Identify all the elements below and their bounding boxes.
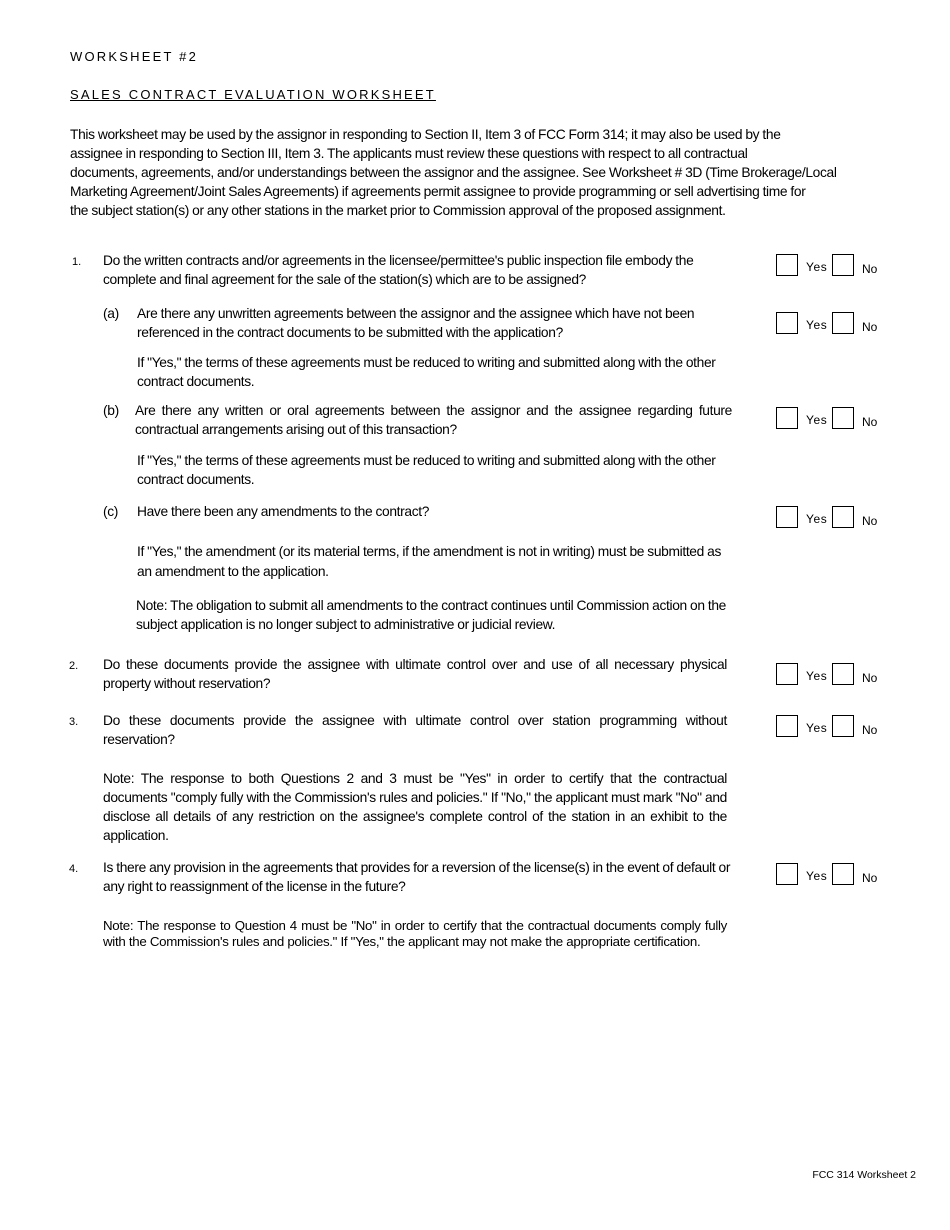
intro-paragraph (70, 125, 900, 220)
question-1a-text: Are there any unwritten agreements between the assignor and the assignee which have not been referenced in the contract documents to be submitted with the application? (137, 306, 695, 340)
question-1a-no-checkbox[interactable] (832, 312, 854, 334)
question-1b-yes-checkbox[interactable] (776, 407, 798, 429)
no-label: No (862, 320, 878, 334)
question-1-text: Do the written contracts and/or agreements in the licensee/permittee's public inspection file embody the complete and final agreement for the sale of the station(s) which are to be assigned? (103, 253, 694, 287)
no-label: No (862, 514, 878, 528)
question-4-no-checkbox[interactable] (832, 863, 854, 885)
yes-label: Yes (806, 869, 828, 883)
yes-label: Yes (806, 512, 828, 526)
intro-line: the subject station(s) or any other stations in the market prior to Commission approval of the proposed assignment. (70, 203, 726, 218)
question-2-yes-checkbox[interactable] (776, 663, 798, 685)
no-label: No (862, 671, 878, 685)
no-label: No (862, 415, 878, 429)
question-1c-text: Have there been any amendments to the contract? (137, 504, 430, 519)
question-1a-answer (776, 312, 886, 336)
question-1b-no-checkbox[interactable] (832, 407, 854, 429)
question-1-answer (776, 254, 886, 278)
question-3-note: Note: The response to both Questions 2 and 3 must be "Yes" in order to certify that the contractual documents "comply fully with the Commission's rules and policies." If "No," the applicant must mark "No" and disclose all details of any restriction on the assignee's complete control of the station in an exhibit to the application. (103, 771, 727, 843)
question-2-no-checkbox[interactable] (832, 663, 854, 685)
page-footer: FCC 314 Worksheet 2 (812, 1169, 916, 1181)
question-1b-text: Are there any written or oral agreements between the assignor and the assignee regarding future contractual arrangements arising out of this transaction? (135, 403, 732, 437)
question-1c-followup: If "Yes," the amendment (or its material terms, if the amendment is not in writing) must be submitted as an amendment to the application. (137, 544, 722, 579)
question-3-answer (776, 715, 886, 739)
question-1-yes-checkbox[interactable] (776, 254, 798, 276)
intro-line: This worksheet may be used by the assignor in responding to Section II, Item 3 of FCC Form 314; it may also be used by the (70, 127, 781, 142)
question-1-no-checkbox[interactable] (832, 254, 854, 276)
question-4-note: Note: The response to Question 4 must be "No" in order to certify that the contractual documents comply fully with the Commission's rules and policies." If "Yes," the applicant may not make the appropriate certification. (103, 918, 727, 949)
yes-label: Yes (806, 260, 828, 274)
no-label: No (862, 262, 878, 276)
intro-line: documents, agreements, and/or understandings between the assignor and the assignee. See Worksheet # 3D (Time Brokerage/Local (70, 165, 837, 180)
question-1-number: 1. (72, 256, 82, 268)
yes-label: Yes (806, 318, 828, 332)
intro-line: assignee in responding to Section III, Item 3. The applicants must review these questions with respect to all contractual (70, 146, 748, 161)
question-2-text: Do these documents provide the assignee with ultimate control over and use of all necessary physical property without reservation? (103, 657, 727, 691)
no-label: No (862, 723, 878, 737)
yes-label: Yes (806, 721, 828, 735)
question-4-answer (776, 863, 886, 887)
question-4-number: 4. (69, 863, 79, 875)
question-4-text: Is there any provision in the agreements that provides for a reversion of the license(s) in the event of default or any right to reassignment of the license in the future? (103, 860, 731, 894)
question-4-yes-checkbox[interactable] (776, 863, 798, 885)
question-3-text: Do these documents provide the assignee with ultimate control over station programming without reservation? (103, 713, 727, 747)
question-2-answer (776, 663, 886, 687)
question-1a-letter: (a) (103, 306, 119, 321)
question-1c-answer (776, 506, 886, 530)
worksheet-number: WORKSHEET #2 (70, 49, 199, 64)
worksheet-title: SALES CONTRACT EVALUATION WORKSHEET (70, 87, 436, 102)
question-1c-yes-checkbox[interactable] (776, 506, 798, 528)
yes-label: Yes (806, 669, 828, 683)
yes-label: Yes (806, 413, 828, 427)
question-2-number: 2. (69, 660, 79, 672)
question-3-number: 3. (69, 716, 79, 728)
question-1b-followup: If "Yes," the terms of these agreements must be reduced to writing and submitted along with the other contract documents. (137, 453, 716, 487)
question-3-no-checkbox[interactable] (832, 715, 854, 737)
question-1b-answer (776, 407, 886, 431)
no-label: No (862, 871, 878, 885)
question-1a-yes-checkbox[interactable] (776, 312, 798, 334)
question-3-yes-checkbox[interactable] (776, 715, 798, 737)
question-1b-letter: (b) (103, 403, 119, 418)
intro-line: Marketing Agreement/Joint Sales Agreements) if agreements permit assignee to provide programming or sell advertising time for (70, 184, 806, 199)
question-1c-no-checkbox[interactable] (832, 506, 854, 528)
question-1c-letter: (c) (103, 504, 119, 519)
question-1c-note: Note: The obligation to submit all amendments to the contract continues until Commission action on the subject application is no longer subject to administrative or judicial review. (136, 598, 726, 632)
question-1a-followup: If "Yes," the terms of these agreements must be reduced to writing and submitted along with the other contract documents. (137, 355, 716, 389)
